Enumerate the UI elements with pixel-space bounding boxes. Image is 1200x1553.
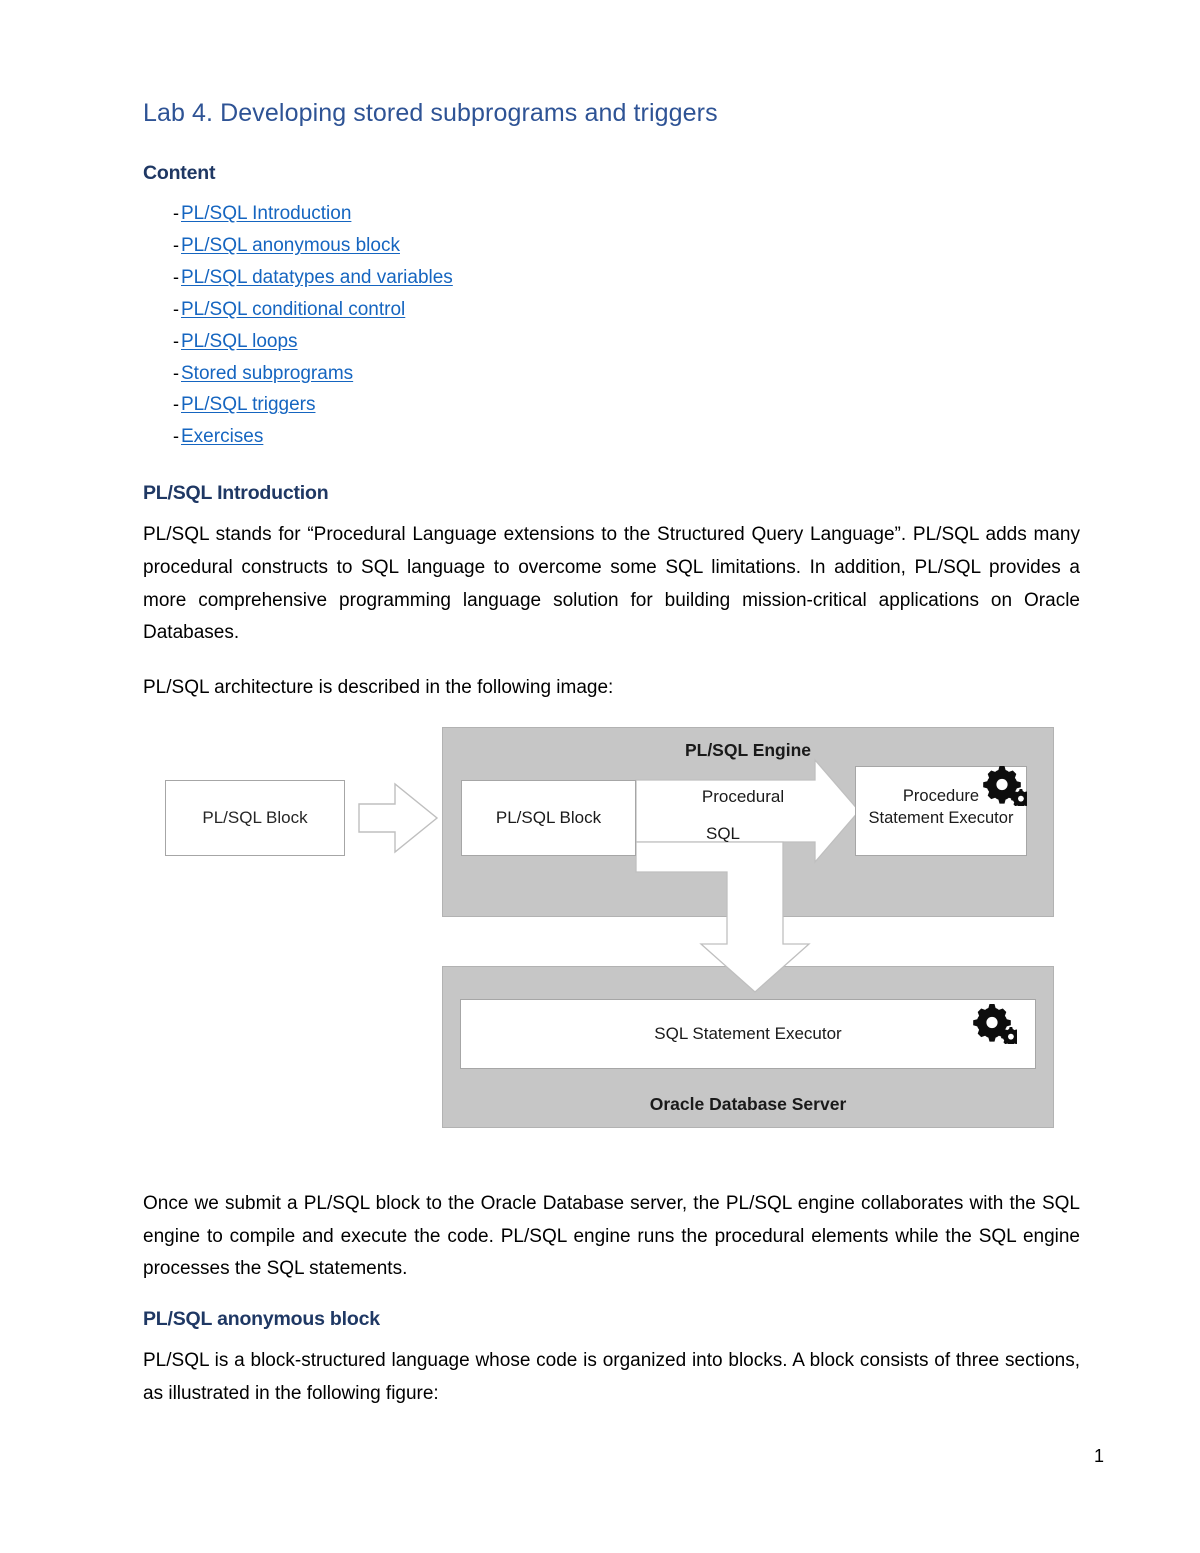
list-item — [143, 392, 1080, 418]
list-bullet: - — [173, 298, 179, 319]
table-of-contents — [143, 201, 1080, 450]
plsql-anonymous-block-paragraph: PL/SQL is a block-structured language whose code is organized into blocks. A block consists of three sections, as illustrated in the following figure: — [143, 1350, 1080, 1405]
document-body — [143, 98, 1080, 727]
list-item — [143, 201, 1080, 227]
list-item — [143, 361, 1080, 387]
arrow-block-to-engine — [359, 784, 437, 852]
plsql-introduction-paragraph: PL/SQL stands for “Procedural Language extensions to the Structured Query Language”. PL/SQL adds many procedural constructs to SQL language to overcome some SQL limitations. In addition, PL/SQL provides a more comprehensive programming language solution for building mission-critical applications on Oracle Databases. — [143, 524, 1080, 644]
engine-collaboration-paragraph: Once we submit a PL/SQL block to the Oracle Database server, the PL/SQL engine collaborates with the SQL engine to compile and execute the code. PL/SQL engine runs the procedural elements while the SQL engine processes the SQL statements. — [143, 1193, 1080, 1280]
plsql-introduction-heading: PL/SQL Introduction — [143, 482, 329, 505]
list-bullet: - — [173, 235, 179, 256]
arrow-sql-down — [636, 842, 809, 992]
list-bullet: - — [173, 394, 179, 415]
procedural-path-label: Procedural — [701, 787, 785, 806]
list-bullet: - — [173, 267, 179, 288]
list-item — [143, 265, 1080, 291]
content-heading: Content — [143, 162, 216, 184]
architecture-intro-paragraph: PL/SQL architecture is described in the following image: — [143, 677, 614, 699]
sql-path-label: SQL — [705, 824, 741, 843]
toc-link-plsql-conditional-control[interactable]: PL/SQL conditional control — [181, 298, 406, 320]
page-number: 1 — [1093, 1446, 1104, 1466]
external-plsql-block-label: PL/SQL Block — [202, 808, 308, 827]
plsql-architecture-diagram — [143, 712, 1080, 1142]
list-item — [143, 233, 1080, 259]
procedure-executor-line-2: Statement Executor — [868, 809, 1014, 828]
sql-statement-executor-label: SQL Statement Executor — [654, 1024, 842, 1043]
toc-link-plsql-loops[interactable]: PL/SQL loops — [181, 330, 298, 352]
toc-link-exercises[interactable]: Exercises — [181, 426, 264, 448]
toc-link-plsql-triggers[interactable]: PL/SQL triggers — [181, 394, 316, 416]
engine-plsql-block — [461, 780, 636, 856]
gears-icon — [971, 1002, 1017, 1044]
list-item — [143, 297, 1080, 323]
procedure-executor-line-1: Procedure — [902, 787, 980, 805]
page-title: Lab 4. Developing stored subprograms and triggers — [143, 99, 718, 127]
document-body-lower — [143, 1188, 1080, 1411]
gears-icon — [981, 764, 1027, 806]
plsql-engine-title: PL/SQL Engine — [684, 740, 812, 760]
external-plsql-block — [165, 780, 345, 856]
list-item — [143, 329, 1080, 355]
engine-plsql-block-label: PL/SQL Block — [495, 808, 602, 827]
list-item — [143, 424, 1080, 450]
toc-link-plsql-anonymous-block[interactable]: PL/SQL anonymous block — [181, 235, 400, 257]
toc-link-plsql-datatypes-and-variables[interactable]: PL/SQL datatypes and variables — [181, 267, 453, 289]
oracle-database-server-title: Oracle Database Server — [649, 1094, 847, 1114]
sql-statement-executor-box — [460, 999, 1036, 1069]
list-bullet: - — [173, 330, 179, 351]
toc-link-stored-subprograms[interactable]: Stored subprograms — [181, 362, 354, 384]
plsql-anonymous-block-heading: PL/SQL anonymous block — [143, 1308, 380, 1331]
toc-link-plsql-introduction[interactable]: PL/SQL Introduction — [181, 203, 352, 225]
list-bullet: - — [173, 203, 179, 224]
list-bullet: - — [173, 426, 179, 447]
list-bullet: - — [173, 362, 179, 383]
